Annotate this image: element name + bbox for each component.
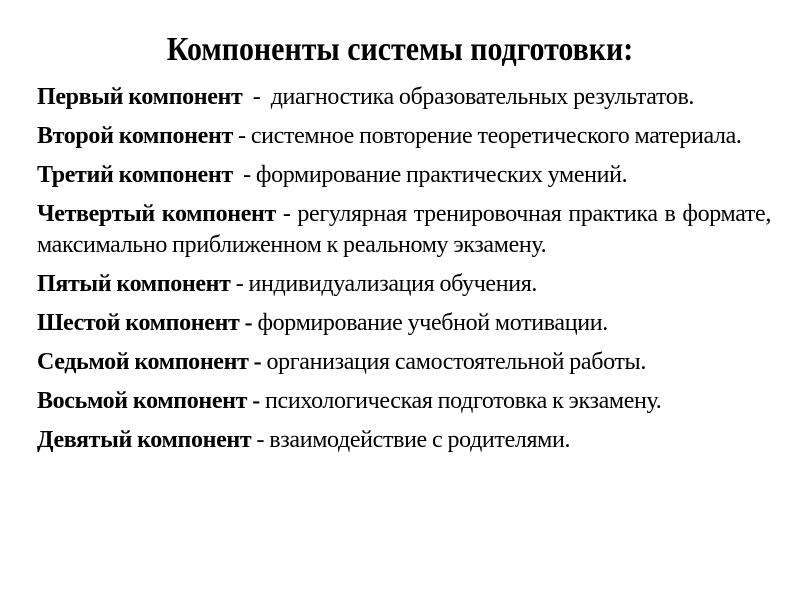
component-item-6 (37, 308, 771, 339)
component-item-5 (37, 269, 771, 300)
component-description: формирование практических умений. (255, 162, 628, 188)
component-separator: - (275, 201, 298, 227)
component-description: взаимодействие с родителями. (269, 427, 571, 453)
component-item-8 (37, 386, 771, 417)
component-description: системное повторение теоретического материала. (250, 123, 742, 149)
component-name: Пятый компонент (37, 271, 231, 297)
component-name: Четвертый компонент (37, 201, 276, 227)
component-description: регулярная тренировочная практика в формате, максимально приближенном к реальному экзамену. (37, 201, 771, 258)
component-description: психологическая подготовка к экзамену. (265, 388, 662, 414)
component-description: диагностика образовательных результатов. (270, 84, 695, 110)
component-item-2 (37, 121, 771, 152)
component-separator: - (232, 162, 256, 188)
component-description: формирование учебной мотивации. (257, 310, 608, 336)
component-name: Восьмой компонент - (37, 388, 260, 414)
component-item-7 (37, 347, 771, 378)
component-name: Третий компонент (37, 162, 233, 188)
slide-title: Компоненты системы подготовки: (166, 31, 634, 68)
component-name: Девятый компонент (37, 427, 252, 453)
component-separator: - (230, 271, 249, 297)
component-separator: - (232, 123, 251, 149)
component-separator: - (251, 427, 270, 453)
component-name: Первый компонент (37, 84, 243, 110)
component-list (37, 82, 771, 464)
component-description: индивидуализация обучения. (248, 271, 538, 297)
component-name: Шестой компонент - (37, 310, 253, 336)
component-name: Второй компонент (37, 123, 233, 149)
component-name: Седьмой компонент - (37, 349, 262, 375)
component-item-9 (37, 425, 771, 456)
component-description: организация самостоятельной работы. (266, 349, 646, 375)
component-item-4 (37, 199, 771, 261)
component-item-1 (37, 82, 771, 113)
component-separator: - (242, 84, 271, 110)
component-item-3 (37, 160, 771, 191)
